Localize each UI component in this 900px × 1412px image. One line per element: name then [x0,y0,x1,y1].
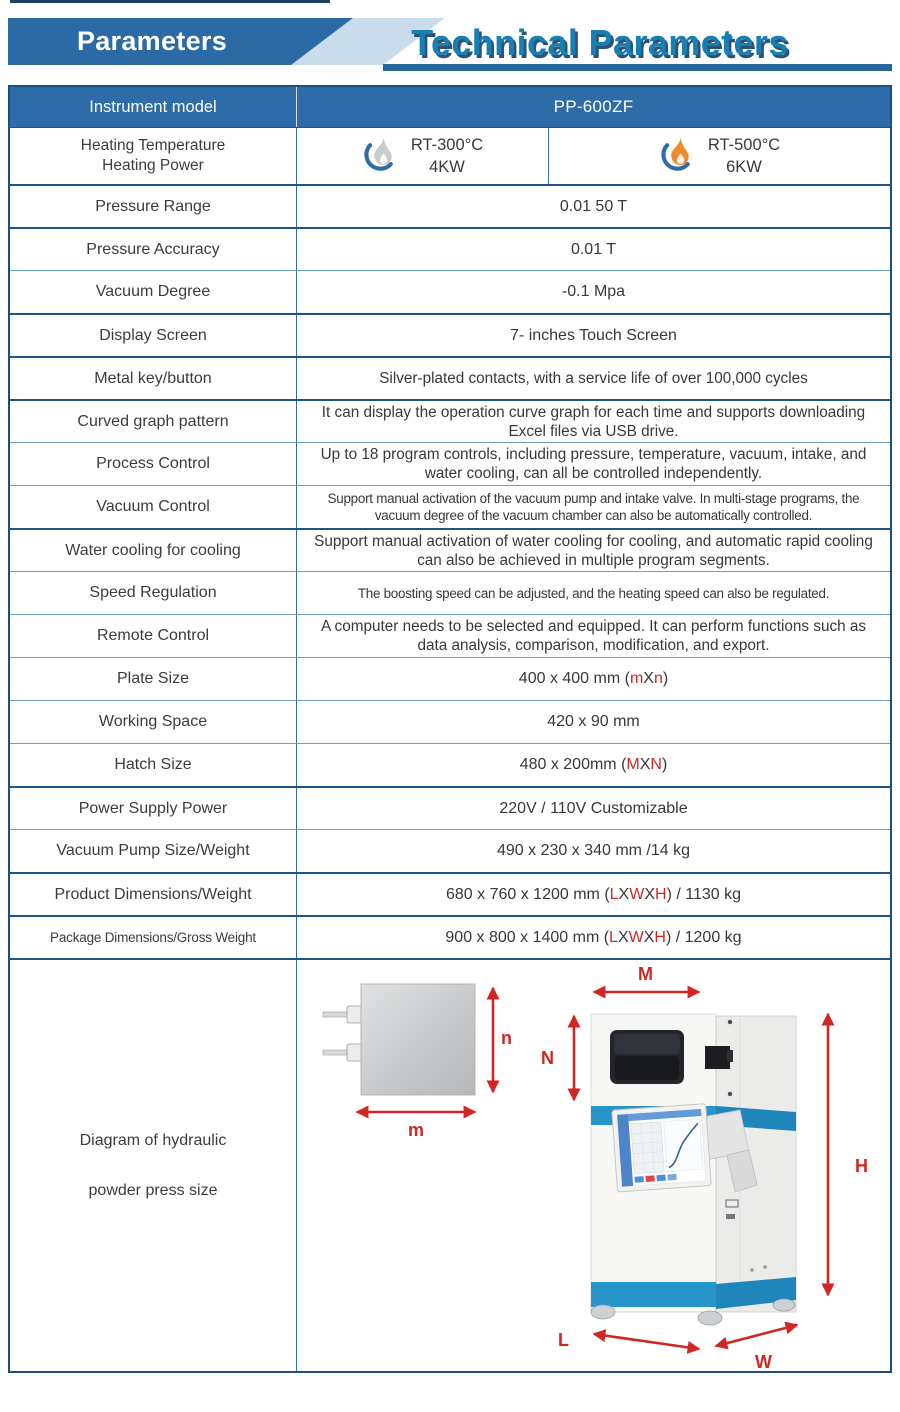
row-value: 7- inches Touch Screen [510,326,677,344]
heating-temp-300: RT-300°C [410,136,484,154]
table-row [10,915,890,958]
base-band-front [591,1282,716,1307]
machine-foot [591,1305,615,1319]
heating-label-line2: Heating Power [102,157,204,174]
table-row [10,270,890,313]
row-value: 0.01 50 T [559,197,628,215]
diagram-label [10,960,297,1371]
model-value: PP-600ZF [553,97,634,116]
row-value: 900 x 800 x 1400 mm ( L X W X H ) / 1200 kg [445,928,742,946]
row-value: A computer needs to be selected and equipped. It can perform functions such as data analysis, comparison, modification, and export. [320,618,867,654]
table-row [10,700,890,743]
press-machine [591,1014,796,1325]
row-label: Pressure Range [10,186,297,227]
dimension-arrow-L [558,1330,699,1350]
row-value: The boosting speed can be adjusted, and the heating speed can also be regulated. [357,585,830,601]
table-row [10,743,890,786]
table-row [10,657,890,700]
row-label: Curved graph pattern [10,401,297,442]
dimension-arrow-W [716,1325,797,1371]
table-row [10,485,890,528]
row-value: 680 x 760 x 1200 mm ( L X W X H ) / 1130 kg [446,885,741,903]
dimension-arrow-m [357,1112,475,1140]
row-label: Hatch Size [10,744,297,786]
heating-power-4kw: 4KW [429,158,465,176]
table-row [10,614,890,657]
row-value: Support manual activation of the vacuum pump and intake valve. In multi-stage programs, the vacuum degree of the vacuum chamber can also be automatically controlled. [327,491,860,523]
row-value: 480 x 200mm ( M X N ) [519,756,668,773]
row-label: Vacuum Control [10,486,297,528]
window-handle [705,1046,730,1069]
svg-text:m: m [408,1120,425,1140]
row-label: Water cooling for cooling [10,530,297,571]
table-row [10,872,890,915]
row-label: Plate Size [10,658,297,700]
heating-temp-500: RT-500°C [707,136,781,154]
svg-text:W: W [755,1352,772,1371]
heating-label-line1: Heating Temperature [80,137,226,154]
row-label: Vacuum Degree [10,271,297,313]
table-header-row [10,87,890,127]
svg-text:M: M [638,964,653,984]
row-label: Remote Control [10,615,297,657]
flame-gray-icon [362,136,398,176]
size-diagram [297,960,892,1371]
machine-foot [698,1311,722,1325]
row-value: 400 x 400 mm ( m X n ) [518,670,669,687]
row-value: Up to 18 program controls, including pressure, temperature, vacuum, intake, and water cooling, can all be controlled independently. [320,446,867,482]
spec-rows [10,184,890,958]
row-label: Vacuum Pump Size/Weight [10,830,297,872]
dimension-arrow-n [493,988,512,1092]
dimension-arrow-N [541,1016,574,1100]
dimension-arrow-H [828,1014,868,1295]
svg-text:N: N [541,1048,554,1068]
row-label: Pressure Accuracy [10,229,297,270]
spec-table [8,85,892,1373]
heating-variant-500 [549,128,890,184]
row-label: Speed Regulation [10,572,297,614]
table-row [10,786,890,829]
heating-power-6kw: 6KW [726,158,762,176]
heating-values [297,128,890,184]
svg-text:L: L [558,1330,569,1350]
table-row [10,399,890,442]
table-row [10,571,890,614]
table-row [10,313,890,356]
plate-top-view [323,984,475,1095]
row-value: 220V / 110V Customizable [499,799,688,817]
table-row [10,528,890,571]
row-label: Product Dimensions/Weight [10,874,297,915]
row-value: Support manual activation of water cooling for cooling, and automatic rapid cooling can also be achieved in multiple program segments. [314,532,873,569]
row-value: 0.01 T [570,240,617,258]
row-label: Working Space [10,701,297,743]
row-value: 490 x 230 x 340 mm /14 kg [497,842,690,859]
table-row [10,184,890,227]
row-label: Process Control [10,443,297,485]
diagram-label-line1: Diagram of hydraulic [79,1131,227,1149]
diagram-row [10,958,890,1371]
table-row [10,227,890,270]
row-value: 420 x 90 mm [547,713,640,730]
heating-label [10,128,297,184]
svg-text:H: H [855,1156,868,1176]
table-row [10,442,890,485]
row-label: Package Dimensions/Gross Weight [10,917,297,958]
svg-text:n: n [501,1028,512,1048]
machine-foot [773,1299,795,1311]
row-value: Silver-plated contacts, with a service life of over 100,000 cycles [379,370,808,387]
row-label: Power Supply Power [10,788,297,829]
header-rule-line [383,64,892,71]
heating-variant-300 [297,128,549,184]
table-row [10,829,890,872]
model-label: Instrument model [10,87,297,127]
flame-orange-icon [659,136,695,176]
diagram-canvas [297,960,890,1371]
touch-screen [612,1104,711,1192]
diagram-label-line2: powder press size [88,1181,218,1199]
dimension-arrow-M [594,964,699,992]
row-label: Display Screen [10,315,297,356]
heating-row [10,127,890,184]
page-title: Technical Parameters [411,22,789,63]
row-value: It can display the operation curve graph for each time and supports downloading Excel files via USB drive. [321,403,866,440]
row-value: -0.1 Mpa [561,283,626,300]
row-label: Metal key/button [10,358,297,399]
section-tag: Parameters [76,26,228,56]
table-row [10,356,890,399]
